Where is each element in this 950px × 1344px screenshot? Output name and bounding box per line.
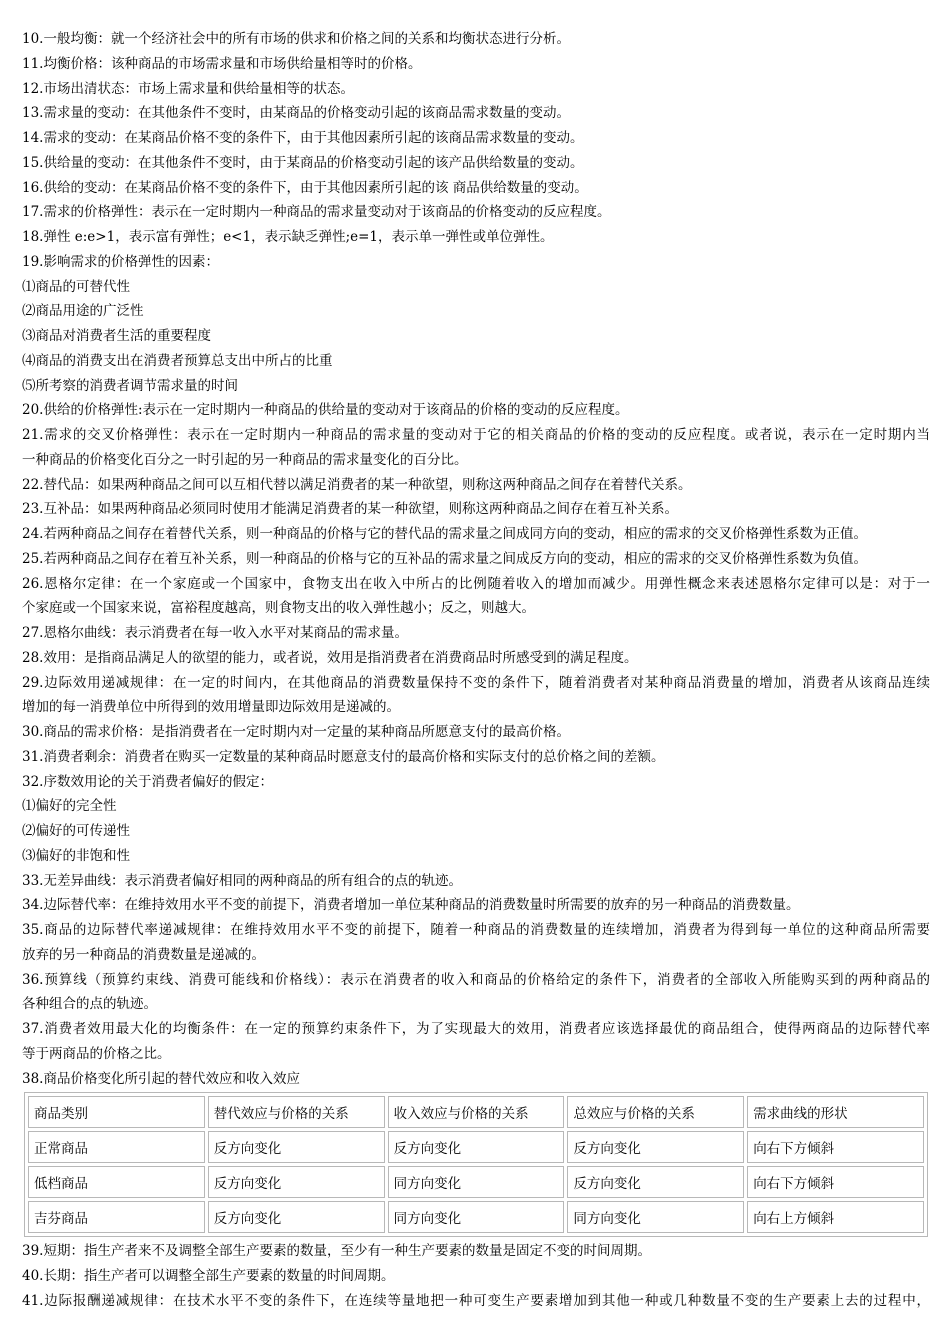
table-cell: 低档商品 — [28, 1166, 205, 1198]
text-line: ⑴偏好的完全性 — [22, 798, 117, 815]
table-cell: 反方向变化 — [567, 1166, 744, 1198]
table-cell: 同方向变化 — [388, 1166, 565, 1198]
table-header-cell: 总效应与价格的关系 — [567, 1096, 744, 1128]
text-line: 26.恩格尔定律：在一个家庭或一个国家中，食物支出在收入中所占的比例随着收入的增加而减少。用弹性概念来表述恩格尔定律可以是：对于一 — [22, 575, 930, 592]
text-line: 19.影响需求的价格弹性的因素： — [22, 253, 219, 270]
text-line: 37.消费者效用最大化的均衡条件：在一定的预算约束条件下，为了实现最大的效用，消费者应该选择最优的商品组合，使得两商品的边际替代率 — [22, 1021, 930, 1037]
text-line: 个家庭或一个国家来说，富裕程度越高，则食物支出的收入弹性越小；反之，则越大。 — [22, 600, 535, 617]
table-cell: 吉芬商品 — [28, 1201, 205, 1233]
table-cell: 反方向变化 — [208, 1166, 385, 1198]
table-cell: 同方向变化 — [388, 1201, 565, 1233]
text-line: 25.若两种商品之间存在着互补关系，则一种商品的价格与它的互补品的需求量之间成反方向的变动，相应的需求的交叉价格弹性系数为负值。 — [22, 550, 867, 567]
text-line: 24.若两种商品之间存在着替代关系，则一种商品的价格与它的替代品的需求量之间成同方向的变动，相应的需求的交叉价格弹性系数为正值。 — [22, 526, 867, 542]
table-row — [28, 1131, 924, 1163]
table-header-cell: 收入效应与价格的关系 — [388, 1096, 565, 1128]
text-line: 20.供给的价格弹性:表示在一定时期内一种商品的供给量的变动对于该商品的价格的变动的反应程度。 — [22, 402, 629, 419]
table-cell: 反方向变化 — [208, 1201, 385, 1233]
text-line: 17.需求的价格弹性：表示在一定时期内一种商品的需求量变动对于该商品的价格变动的反应程度。 — [22, 204, 611, 221]
table-cell: 向右下方倾斜 — [747, 1166, 924, 1198]
text-line: 13.需求量的变动：在其他条件不变时，由某商品的价格变动引起的该商品需求数量的变动。 — [22, 105, 570, 122]
text-line: 30.商品的需求价格：是指消费者在一定时期内对一定量的某种商品所愿意支付的最高价格。 — [22, 724, 570, 740]
text-line: 11.均衡价格：该种商品的市场需求量和市场供给量相等时的价格。 — [22, 55, 422, 72]
table-cell: 同方向变化 — [567, 1201, 744, 1233]
text-line: 29.边际效用递减规律：在一定的时间内，在其他商品的消费数量保持不变的条件下，随着消费者对某种商品消费量的增加，消费者从该商品连续 — [22, 674, 930, 691]
text-line: 27.恩格尔曲线：表示消费者在每一收入水平对某商品的需求量。 — [22, 625, 408, 641]
text-line: ⑸所考察的消费者调节需求量的时间 — [22, 377, 238, 394]
text-line: 放弃的另一种商品的消费数量是递减的。 — [22, 946, 265, 963]
document-page — [22, 27, 930, 1314]
table-cell: 正常商品 — [28, 1131, 205, 1163]
text-line: ⑷商品的消费支出在消费者预算总支出中所占的比重 — [22, 352, 333, 369]
text-line: ⑵商品用途的广泛性 — [22, 303, 144, 320]
text-line: 39.短期：指生产者来不及调整全部生产要素的数量，至少有一种生产要素的数量是固定不变的时间周期。 — [22, 1243, 651, 1260]
text-line: 18.弹性 e:e>1，表示富有弹性；e<1，表示缺乏弹性;e=1，表示单一弹性或单位弹性。 — [22, 229, 554, 245]
text-line: 35.商品的边际替代率递减规律：在维持效用水平不变的前提下，随着一种商品的消费数量的连续增加，消费者为得到每一单位的这种商品所需要 — [22, 922, 930, 938]
table-header-cell: 替代效应与价格的关系 — [208, 1096, 385, 1128]
text-line: 16.供给的变动：在某商品价格不变的条件下，由于其他因素所引起的该 商品供给数量的变动。 — [22, 179, 588, 196]
text-line: 32.序数效用论的关于消费者偏好的假定： — [22, 773, 273, 790]
text-line: 22.替代品：如果两种商品之间可以互相代替以满足消费者的某一种欲望，则称这两种商品之间存在着替代关系。 — [22, 476, 692, 493]
text-line: 增加的每一消费单位中所得到的效用增量即边际效用是递减的。 — [22, 699, 400, 716]
text-line: 33.无差异曲线：表示消费者偏好相同的两种商品的所有组合的点的轨迹。 — [22, 872, 462, 889]
table-header-row — [28, 1096, 924, 1128]
table-cell: 向右上方倾斜 — [747, 1201, 924, 1233]
text-line: 40.长期：指生产者可以调整全部生产要素的数量的时间周期。 — [22, 1268, 395, 1284]
text-line: 41.边际报酬递减规律：在技术水平不变的条件下，在连续等量地把一种可变生产要素增加到其他一种或几种数量不变的生产要素上去的过程中， — [22, 1292, 930, 1309]
table-row — [28, 1201, 924, 1233]
table-header-cell: 需求曲线的形状 — [747, 1096, 924, 1128]
text-line: 38.商品价格变化所引起的替代效应和收入效应 — [22, 1070, 300, 1087]
text-line: ⑵偏好的可传递性 — [22, 823, 130, 839]
text-line: 一种商品的价格变化百分之一时引起的另一种商品的需求量变化的百分比。 — [22, 451, 468, 468]
table-cell: 反方向变化 — [208, 1131, 385, 1163]
text-block-lower — [22, 1239, 930, 1313]
table-row — [28, 1166, 924, 1198]
text-line: 10.一般均衡：就一个经济社会中的所有市场的供求和价格之间的关系和均衡状态进行分析。 — [22, 31, 570, 47]
text-line: 23.互补品：如果两种商品必须同时使用才能满足消费者的某一种欲望，则称这两种商品之间存在着互补关系。 — [22, 501, 678, 518]
text-line: ⑶商品对消费者生活的重要程度 — [22, 328, 211, 344]
text-line: 28.效用：是指商品满足人的欲望的能力，或者说，效用是指消费者在消费商品时所感受到的满足程度。 — [22, 649, 638, 666]
text-line: ⑴商品的可替代性 — [22, 278, 130, 295]
text-line: 14.需求的变动：在某商品价格不变的条件下，由于其他因素所引起的该商品需求数量的变动。 — [22, 130, 584, 146]
text-line: 15.供给量的变动：在其他条件不变时，由于某商品的价格变动引起的该产品供给数量的变动。 — [22, 154, 584, 171]
text-line: 34.边际替代率：在维持效用水平不变的前提下，消费者增加一单位某种商品的消费数量时所需要的放弃的另一种商品的消费数量。 — [22, 897, 800, 914]
text-line: 12.市场出清状态：市场上需求量和供给量相等的状态。 — [22, 80, 354, 97]
table-header-cell: 商品类别 — [28, 1096, 205, 1128]
table-cell: 反方向变化 — [567, 1131, 744, 1163]
table-cell: 反方向变化 — [388, 1131, 565, 1163]
text-line: ⑶偏好的非饱和性 — [22, 847, 130, 864]
text-block-upper — [22, 27, 930, 1091]
table-cell: 向右下方倾斜 — [747, 1131, 924, 1163]
text-line: 等于两商品的价格之比。 — [22, 1045, 171, 1062]
text-line: 各种组合的点的轨迹。 — [22, 996, 157, 1013]
text-line: 31.消费者剩余：消费者在购买一定数量的某种商品时愿意支付的最高价格和实际支付的总价格之间的差额。 — [22, 748, 665, 765]
text-line: 21.需求的交叉价格弹性：表示在一定时期内一种商品的需求量的变动对于它的相关商品的价格的变动的反应程度。或者说，表示在一定时期内当 — [22, 427, 930, 443]
effects-table — [24, 1092, 928, 1237]
text-line: 36.预算线（预算约束线、消费可能线和价格线）：表示在消费者的收入和商品的价格给定的条件下，消费者的全部收入所能购买到的两种商品的 — [22, 971, 930, 988]
